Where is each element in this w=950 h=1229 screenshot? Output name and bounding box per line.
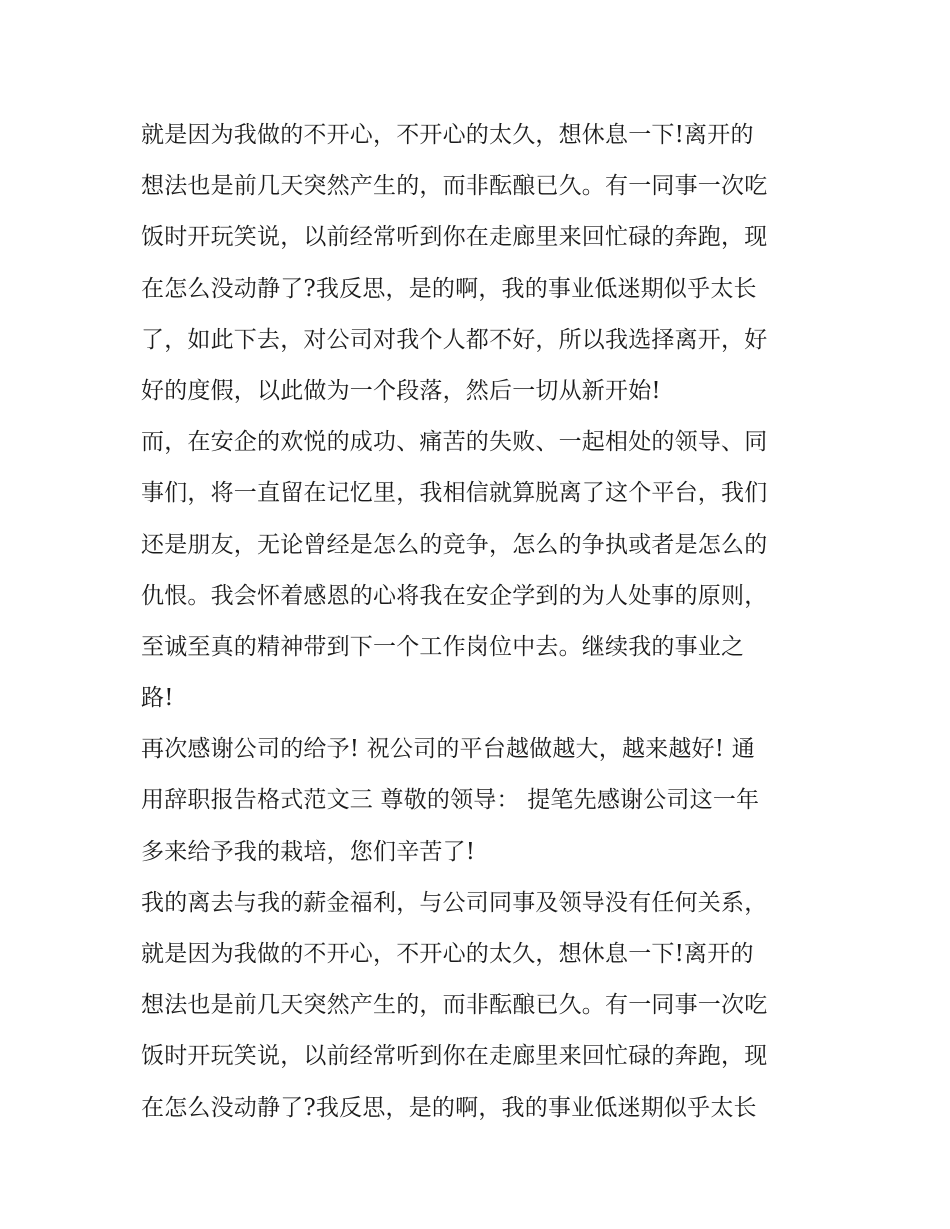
text-line: 就是因为我做的不开心，不开心的太久，想休息一下!离开的 — [141, 941, 754, 967]
text-line: 在怎么没动静了?我反思，是的啊，我的事业低迷期似乎太长 — [141, 1094, 757, 1121]
text-line: 在怎么没动静了?我反思，是的啊，我的事业低迷期似乎太长 — [141, 275, 757, 302]
text-line: 路! — [141, 685, 174, 712]
text-line: 饭时开玩笑说，以前经常听到你在走廊里来回忙碌的奔跑，现 — [141, 224, 768, 251]
text-line: 就是因为我做的不开心，不开心的太久，想休息一下!离开的 — [141, 122, 754, 148]
text-line: 饭时开玩笑说，以前经常听到你在走廊里来回忙碌的奔跑，现 — [141, 1043, 768, 1070]
text-line: 想法也是前几天突然产生的，而非酝酿已久。有一同事一次吃 — [141, 173, 768, 200]
text-line: 还是朋友，无论曾经是怎么的竞争，怎么的争执或者是怎么的 — [141, 531, 768, 558]
text-line: 至诚至真的精神带到下一个工作岗位中去。继续我的事业之 — [141, 633, 745, 660]
text-line: 事们，将一直留在记忆里，我相信就算脱离了这个平台，我们 — [141, 480, 768, 507]
body-text — [141, 110, 821, 1134]
text-line: 仇恨。我会怀着感恩的心将我在安企学到的为人处事的原则， — [141, 582, 768, 609]
text-line: 好的度假，以此做为一个段落，然后一切从新开始! — [141, 377, 661, 404]
text-line: 而，在安企的欢悦的成功、痛苦的失败、一起相处的领导、同 — [141, 429, 768, 456]
text-line: 多来给予我的栽培，您们辛苦了! — [141, 838, 476, 865]
text-line: 我的离去与我的薪金福利，与公司同事及领导没有任何关系， — [141, 889, 768, 916]
text-line: 了，如此下去，对公司对我个人都不好，所以我选择离开，好 — [141, 326, 768, 353]
text-line: 用辞职报告格式范文三 尊敬的领导： 提笔先感谢公司这一年 — [141, 787, 760, 814]
text-line: 想法也是前几天突然产生的，而非酝酿已久。有一同事一次吃 — [141, 992, 768, 1019]
text-line: 再次感谢公司的给予! 祝公司的平台越做越大，越来越好! 通 — [141, 736, 755, 763]
